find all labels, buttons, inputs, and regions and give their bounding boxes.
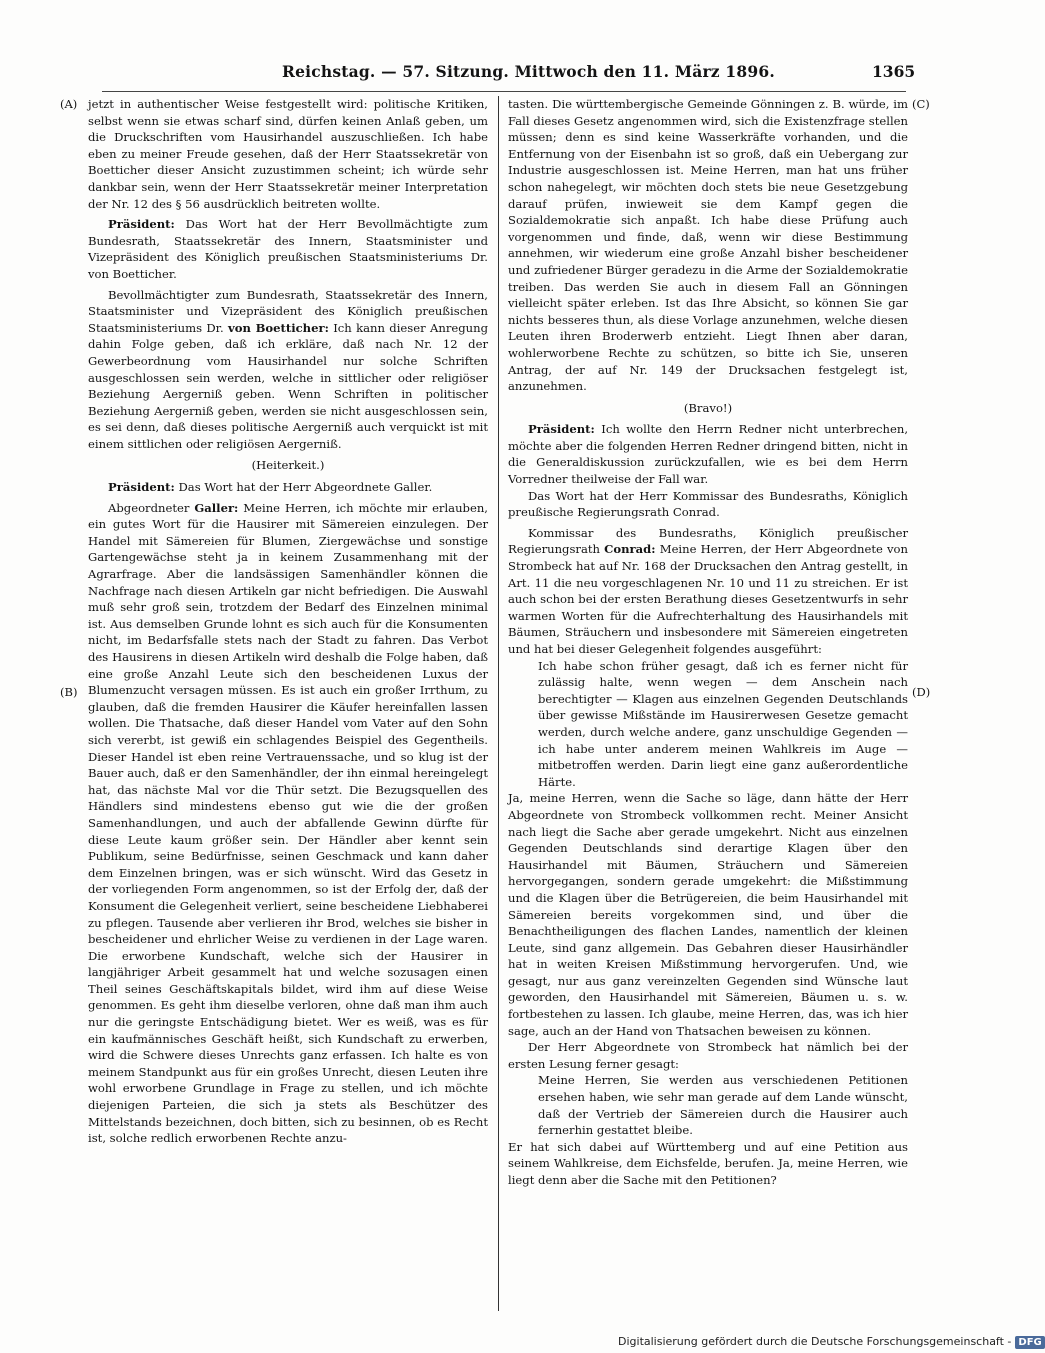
paragraph: Präsident: Das Wort hat der Herr Abgeordnete Galler. <box>108 480 433 495</box>
paragraph: Das Wort hat der Herr Kommissar des Bundesraths, Königlich preußische Regierungsrath Conrad. <box>508 488 908 520</box>
paragraph: Präsident: Ich wollte den Herrn Redner nicht unterbrechen, möchte aber die folgenden Herren Redner dringend bitten, nicht in die Generaldiskussion zurückzufallen, wie es bei dem Herrn Vorredner theilweise der Fall war. <box>508 422 908 487</box>
running-header <box>0 62 1000 86</box>
paragraph: Präsident: Das Wort hat der Herr Bevollmächtigte zum Bundesrath, Staatssekretär des Innern, Staatsminister und Vizepräsident des Königlich preußischen Staatsministeriums Dr. von Boetticher. <box>88 217 488 281</box>
margin-marker-a: (A) <box>60 97 78 111</box>
dfg-logo-icon: DFG <box>1015 1336 1044 1349</box>
speaker-name: Galler: <box>194 500 239 515</box>
page-number: 1365 <box>872 62 916 81</box>
paragraph: Kommissar des Bundesraths, Königlich preußischer Regierungsrath Conrad: Meine Herren, der Herr Abgeordnete von Strombeck hat auf Nr. 168 der Drucksachen den Antrag gestellt, in Art. 11 die neu vorgeschlagenen Nr. 10 und 11 zu streichen. Er ist auch schon bei der ersten Berathung dieses Gesetzentwurfs in sehr warmen Worten für die Aufrechterhaltung des Hausirhandels mit Bäumen, Sträuchern und insbesondere mit Sämereien eingetreten und hat bei dieser Gelegenheit folgendes ausgeführt: <box>508 525 908 656</box>
paragraph: tasten. Die württembergische Gemeinde Gönningen z. B. würde, im Fall dieses Gesetz angenommen wird, sich die Existenzfrage stellen müssen; denn es sind keine Wasserkräfte vorhanden, und die Entfernung von der Eisenbahn ist so groß, daß ein Uebergang zur Industrie ausgeschlossen ist. Meine Herren, man hat uns früher schon nahegelegt, wir möchten doch stets bie neue Gesetzgebung darauf prüfen, inwieweit sie dem Kampf gegen die Sozialdemokratie sich anpaßt. Ich habe diese Prüfung auch vorgenommen und finde, daß, wenn wir diese Bestimmung annehmen, wir wiederum eine große Anzahl bisher bescheidener und zufriedener Bürger geradezu in die Arme der Sozialdemokratie treiben. Das werden Sie auch in diesem Fall an Gönningen vielleicht später erleben. Ist das Ihre Absicht, so können Sie gar nichts besseres thun, als diese Vorlage anzunehmen, welche diesen Leuten ihren Broderwerb entzieht. Liegt Ihnen aber daran, wohlerworbene Rechte zu schützen, so bitte ich Sie, unseren Antrag, der auf Nr. 149 der Drucksachen festgelegt ist, anzunehmen. <box>508 97 908 394</box>
left-column <box>88 96 488 1147</box>
speaker-name: Conrad: <box>604 542 656 557</box>
speaker-name: Präsident: <box>528 422 595 437</box>
running-title: Reichstag. — 57. Sitzung. Mittwoch den 11. März 1896. <box>282 62 775 81</box>
header-rule <box>102 91 906 92</box>
footer-credit <box>618 1335 1045 1349</box>
margin-marker-b: (B) <box>60 685 78 699</box>
margin-marker-d: (D) <box>912 685 931 699</box>
paragraph: jetzt in authentischer Weise festgestellt wird: politische Kritiken, selbst wenn sie etwas scharf sind, dürfen keinen Anlaß geben, um die Druckschriften vom Hausirhandel auszuschließen. Ich habe eben zu meiner Freude gesehen, daß der Herr Staatssekretär von Boetticher dieser Ansicht zuzustimmen scheint; ich würde sehr dankbar sein, wenn der Herr Staatssekretär meiner Interpretation der Nr. 12 des § 56 ausdrücklich beitreten wollte. <box>88 97 488 211</box>
paragraph: Bevollmächtigter zum Bundesrath, Staatssekretär des Innern, Staatsminister und Vizepräsident des Königlich preußischen Staatsministeriums Dr. von Boetticher: Ich kann dieser Anregung dahin Folge geben, daß ich erkläre, daß nach Nr. 12 der Gewerbeordnung vom Hausirhandel nur solche Schriften ausgeschlossen sein werden, welche in sittlicher oder religiöser Beziehung Aergerniß geben. Wenn Schriften in politischer Beziehung Aergerniß geben, werden sie nicht ausgeschlossen sein, es sei denn, daß dieses politische Aergerniß auch verquickt ist mit einem sittlichen oder religiösen Aergerniß. <box>88 287 488 451</box>
interjection: (Bravo!) <box>683 400 733 415</box>
speaker-name: von Boetticher: <box>227 320 329 335</box>
interjection: (Heiterkeit.) <box>251 458 325 473</box>
block-quote: Ich habe schon früher gesagt, daß ich es ferner nicht für zulässig halte, wenn wegen — dem Anschein nach berechtigter — Klagen aus einzelnen Gegenden Deutschlands über gewisse Mißstände im Hausirerwesen Gesetze gemacht werden, durch welche andere, ganz unschuldige Gegenden — ich habe unter anderem meinen Wahlkreis im Auge — mitbetroffen werden. Darin liegt eine ganz außerordentliche Härte. <box>538 658 908 789</box>
footer-text: Digitalisierung gefördert durch die Deutsche Forschungsgemeinschaft - <box>618 1335 1012 1348</box>
paragraph: Abgeordneter Galler: Meine Herren, ich möchte mir erlauben, ein gutes Wort für die Hausirer mit Sämereien einzulegen. Der Handel mit Sämereien für Blumen, Ziergewächse und sonstige Gartengewächse steht ja in keinem Zusammenhang mit der Agrarfrage. Aber die landsässigen Samenhändler können die Nachfrage nach diesen Artikeln gar nicht befriedigen. Die Auswahl muß sehr groß sein, trotzdem der Bedarf des Einzelnen minimal ist. Aus demselben Grunde lohnt es sich auch für die Konsumenten nicht, im Bedarfsfalle stets nach der Stadt zu fahren. Das Verbot des Hausirens in diesen Artikeln wird deshalb die Folge haben, daß eine große Anzahl Leute sich den bescheidenen Luxus der Blumenzucht versagen müssen. Es ist auch ein großer Irrthum, zu glauben, daß die fremden Hausirer die Käufer hereinfallen lassen wollen. Die Thatsache, daß dieser Handel vom Vater auf den Sohn sich vererbt, ist gewiß ein schlagendes Beispiel des Gegentheils. Dieser Handel ist eben reine Vertrauenssache, und so klug ist der Bauer auch, daß er den Samenhändler, der ihn einmal hereingelegt hat, das nächste Mal vor die Thür setzt. Die Bezugsquellen des Händlers sind mindestens ebenso gut wie die der großen Samenhandlungen, und auch der abfallende Gewinn dürfte für diese Leute kaum größer sein. Der Händler aber kennt sein Publikum, seine Bedürfnisse, seinen Geschmack und kann daher dem Einzelnen bringen, was er sich wünscht. Wird das Gesetz in der vorliegenden Form angenommen, so ist der Erfolg der, daß der Konsument die Gelegenheit verliert, seine bescheidene Liebhaberei zu pflegen. Tausende aber verlieren ihr Brod, welches sie bisher in bescheidener und ehrlicher Weise zu verdienen in der Lage waren. Die erworbene Kundschaft, welche sich der Hausirer in langjähriger Arbeit gesammelt hat und welche sozusagen einen Theil seines Geschäftskapitals bildet, wird ihm auf diese Weise genommen. Es geht ihm dieselbe verloren, ohne daß man ihm auch nur die geringste Entschädigung bietet. Wer es weiß, was es für ein kaufmännisches Geschäft heißt, sich Kundschaft zu erwerben, wird die Schwere dieses Unrechts ganz erfassen. Ich halte es von meinem Standpunkt aus für ein großes Unrecht, diesen Leuten ihre wohl erworbene Grundlage in Frage zu stellen, und ich möchte diejenigen Parteien, die sich ja stets als Beschützer des Mittelstands bezeichnen, doch bitten, sich zu besinnen, ob es Recht ist, solche redlich erworbenen Rechte anzu- <box>88 500 488 1146</box>
paragraph: Er hat sich dabei auf Württemberg und auf eine Petition aus seinem Wahlkreise, dem Eichsfelde, berufen. Ja, meine Herren, wie liegt denn aber die Sache mit den Petitionen? <box>508 1139 908 1187</box>
speaker-name: Präsident: <box>108 480 175 495</box>
speaker-name: Präsident: <box>108 217 175 232</box>
paragraph: Ja, meine Herren, wenn die Sache so läge, dann hätte der Herr Abgeordnete von Strombeck vollkommen recht. Meiner Ansicht nach liegt die Sache aber gerade umgekehrt. Nicht aus einzelnen Gegenden Deutschlands sind derartige Klagen über den Hausirhandel mit Bäumen, Sträuchern und Sämereien hervorgegangen, sondern gerade umgekehrt: die Mißstimmung und die Klagen über die Betrügereien, die beim Hausirhandel mit Sämereien bereits vorgekommen sind, und über die Benachtheiligungen des flachen Landes, namentlich der kleinen Leute, sind ganz allgemein. Das Gebahren dieser Hausirhändler hat in weiten Kreisen Mißstimmung hervorgerufen. Und, wie gesagt, nur aus ganz vereinzelten Gegenden sind Wünsche laut geworden, den Hausirhandel mit Sämereien, Bäumen u. s. w. fortbestehen zu lassen. Ich glaube, meine Herren, das, was ich hier sage, auch an der Hand von Thatsachen beweisen zu können. <box>508 791 908 1038</box>
right-column <box>508 96 908 1189</box>
paragraph: Der Herr Abgeordnete von Strombeck hat nämlich bei der ersten Lesung ferner gesagt: <box>508 1040 908 1071</box>
column-divider <box>498 96 499 1311</box>
block-quote: Meine Herren, Sie werden aus verschiedenen Petitionen ersehen haben, wie sehr man gerade auf dem Lande wünscht, daß der Vertrieb der Sämereien durch die Hausirer auch fernerhin gestattet bleibe. <box>538 1073 908 1138</box>
margin-marker-c: (C) <box>912 97 930 111</box>
